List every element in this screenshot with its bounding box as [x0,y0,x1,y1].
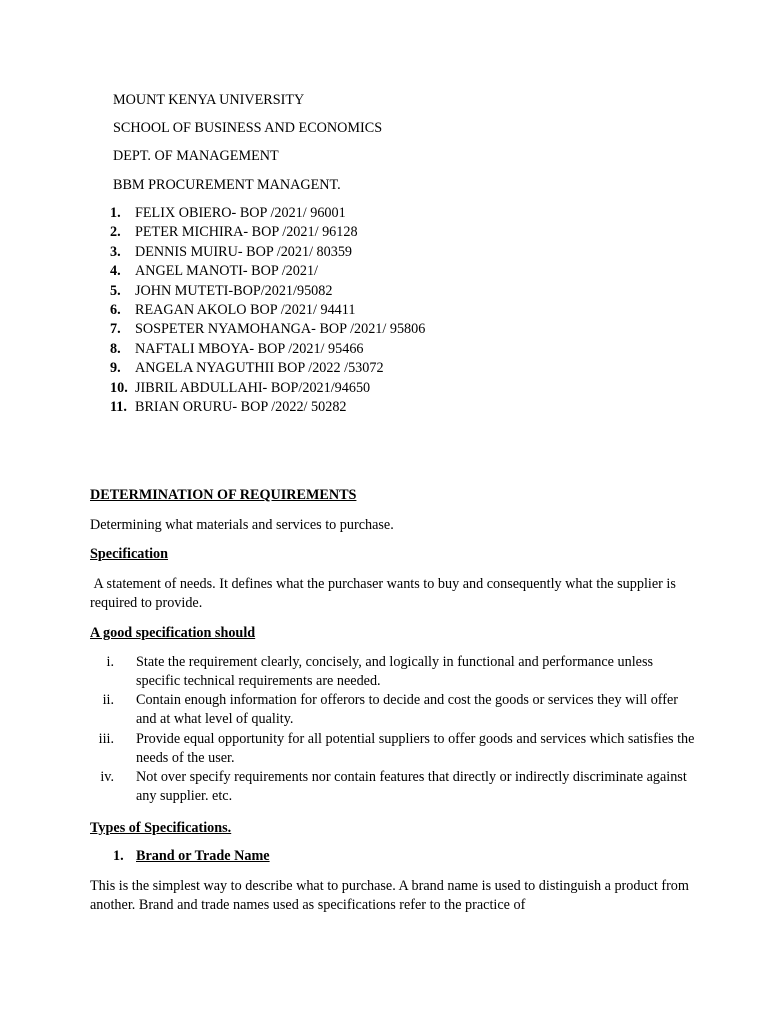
specification-text: A statement of needs. It defines what the purchaser wants to buy and consequently what the supplier is required to provide. [90,576,680,611]
type-brand-heading: 1. Brand or Trade Name [113,848,270,864]
list-item: 1. FELIX OBIERO- BOP /2021/ 96001 [110,205,346,221]
list-item: 7. SOSPETER NYAMOHANGA- BOP /2021/ 95806 [110,321,426,338]
section-intro: Determining what materials and services to purchase. [90,517,394,533]
list-item: 5. JOHN MUTETI-BOP/2021/95082 [110,282,333,299]
section-title: DETERMINATION OF REQUIREMENTS [90,487,357,503]
list-item: 2. PETER MICHIRA- BOP /2021/ 96128 [110,224,358,241]
school-name: SCHOOL OF BUSINESS AND ECONOMICS [113,120,383,136]
list-item: 8. NAFTALI MBOYA- BOP /2021/ 95466 [110,340,364,357]
list-item: 4. ANGEL MANOTI- BOP /2021/ [110,263,318,280]
brand-description: This is the simplest way to describe what to purchase. A brand name is used to distinguish a product from another. Brand and trade names used as specifications refer to the practice of [90,878,689,913]
good-specification-list [90,653,695,806]
list-item: 10. JIBRIL ABDULLAHI- BOP/2021/94650 [110,379,371,396]
list-item: iii. Provide equal opportunity for all potential suppliers to offer goods and services which satisfies the needs of the user. [98,730,695,766]
university-name: MOUNT KENYA UNIVERSITY [113,92,305,108]
list-item: 3. DENNIS MUIRU- BOP /2021/ 80359 [110,243,353,260]
list-item: iv. Not over specify requirements nor contain features that directly or indirectly discriminate against any supplier. etc. [100,768,687,804]
list-item: 9. ANGELA NYAGUTHII BOP /2022 /53072 [110,360,384,377]
list-item: 6. REAGAN AKOLO BOP /2021/ 94411 [110,301,356,318]
list-item: 11. BRIAN ORURU- BOP /2022/ 50282 [110,398,347,415]
good-specification-heading: A good specification should [90,625,256,641]
list-item: i. State the requirement clearly, concisely, and logically in functional and performance unless specific technical requirements are needed. [106,654,653,689]
department-name: DEPT. OF MANAGEMENT [113,148,279,164]
list-item: ii. Contain enough information for offerors to decide and cost the goods or services they will offer and at what level of quality. [102,692,679,728]
types-heading: Types of Specifications. [90,820,232,836]
group-members-list [110,204,425,417]
specification-heading: Specification [90,546,169,562]
program-name: BBM PROCUREMENT MANAGENT. [113,177,341,193]
